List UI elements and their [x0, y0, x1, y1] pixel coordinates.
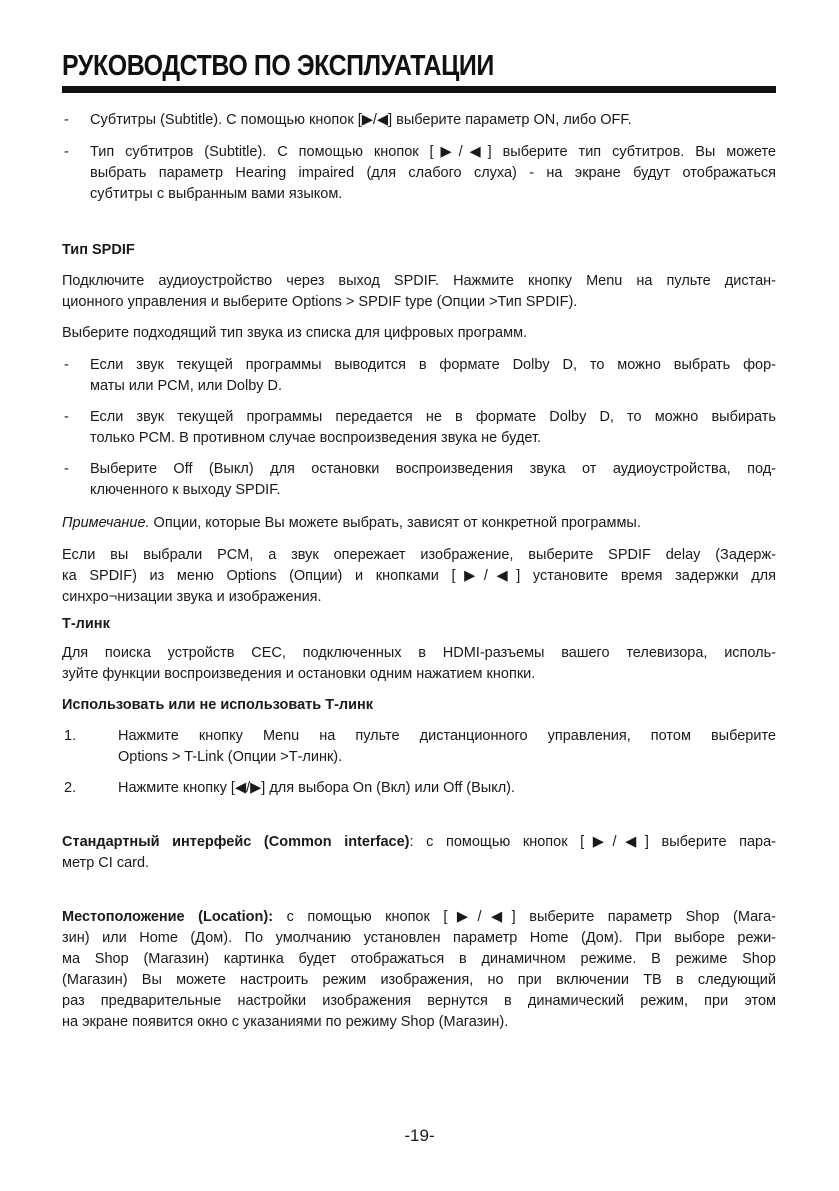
- list-marker: -: [64, 409, 69, 425]
- text-line: ционного управления и выберите Options > SPDIF type (Опции >Тип SPDIF).: [62, 294, 578, 310]
- text-line: субтитры с выбранным вами языком.: [90, 186, 343, 202]
- list-marker: -: [64, 357, 69, 373]
- bullet-item: [64, 407, 776, 449]
- bold-lead: Местоположение (Location):: [62, 909, 274, 925]
- text-line: метр CI card.: [62, 855, 150, 871]
- section-heading: Тип SPDIF: [62, 242, 135, 258]
- paragraph: [62, 323, 776, 344]
- text-line: Субтитры (Subtitle). С помощью кнопок [▶/◀] выберите параметр ON, либо OFF.: [90, 112, 632, 128]
- text-line: [62, 832, 776, 853]
- paragraph: [62, 513, 776, 534]
- text-line: синхро¬низации звука и изображения.: [62, 589, 322, 605]
- bullet-item: [64, 355, 776, 397]
- text-line: зуйте функции воспроизведения и остановки одним нажатием кнопки.: [62, 666, 536, 682]
- text-line: на экране появится окно с указаниями по режиму Shop (Магазин).: [62, 1014, 509, 1030]
- text-line: Если звук текущей программы выводится в формате Dolby D, то можно выбрать фор-: [90, 357, 776, 373]
- paragraph: [62, 271, 776, 313]
- paragraph: [62, 907, 776, 1033]
- section-heading: Т-линк: [62, 616, 110, 632]
- paragraph: [62, 643, 776, 685]
- list-marker: -: [64, 112, 69, 128]
- text-line: зин) или Home (Дом). По умолчанию установлен параметр Home (Дом). При выборе режи-: [62, 930, 776, 946]
- text-line: Если звук текущей программы передается не в формате Dolby D, то можно выбирать: [90, 409, 776, 425]
- bullet-item: [64, 110, 776, 131]
- text-line: Если вы выбрали PCM, а звук опережает изображение, выберите SPDIF delay (Задерж-: [62, 547, 776, 563]
- note-label: Примечание.: [62, 515, 150, 531]
- text-run: : с помощью кнопок [▶/◀] выберите пара-: [409, 834, 777, 850]
- list-marker: -: [64, 144, 69, 160]
- text-line: только PCM. В противном случае воспроизведения звука не будет.: [90, 430, 542, 446]
- paragraph: [62, 545, 776, 608]
- bold-lead: Стандартный интерфейс (Common interface): [62, 834, 410, 850]
- text-line: раз предварительные настройки изображения вернутся в динамический режим, при этом: [62, 993, 776, 1009]
- text-line: (Магазин) Вы можете настроить режим изображения, но при включении ТВ в следующий: [62, 972, 776, 988]
- paragraph: [62, 832, 776, 874]
- text-line: маты или PCM, или Dolby D.: [90, 378, 283, 394]
- text-run: с помощью кнопок [▶/◀] выберите параметр Shop (Мага-: [273, 909, 776, 925]
- header-rule: [62, 86, 776, 93]
- text-line: ма Shop (Магазин) картинка будет отображаться в динамичном режиме. В режиме Shop: [62, 951, 776, 967]
- text-line: Тип субтитров (Subtitle). С помощью кнопок [▶/◀] выберите тип субтитров. Вы можете: [90, 144, 776, 160]
- bullet-item: [64, 142, 776, 205]
- text-line: Подключите аудиоустройство через выход SPDIF. Нажмите кнопку Menu на пульте дистан-: [62, 273, 776, 289]
- numbered-item: [64, 778, 776, 799]
- bullet-item: [64, 459, 776, 501]
- text-line: Выберите подходящий тип звука из списка для цифровых программ.: [62, 325, 528, 341]
- list-marker: 2.: [64, 780, 77, 796]
- page-number: -19-: [404, 1126, 435, 1145]
- text-line: выбрать параметр Hearing impaired (для слабого слуха) - на экране будут отображаться: [90, 165, 776, 181]
- numbered-item: [64, 726, 776, 768]
- list-marker: 1.: [64, 728, 77, 744]
- text-line: ключенного к выходу SPDIF.: [90, 482, 281, 498]
- text-line: Options > T-Link (Опции >Т-линк).: [118, 749, 343, 765]
- text-line: Нажмите кнопку [◀/▶] для выбора On (Вкл) или Off (Выкл).: [118, 780, 516, 796]
- text-line: Нажмите кнопку Menu на пульте дистанционного управления, потом выберите: [118, 728, 776, 744]
- text-line: Для поиска устройств CEC, подключенных в HDMI-разъемы вашего телевизора, исполь-: [62, 645, 776, 661]
- page-title: РУКОВОДСТВО ПО ЭКСПЛУАТАЦИИ: [62, 50, 494, 82]
- section-heading: Использовать или не использовать Т-линк: [62, 697, 374, 713]
- list-marker: -: [64, 461, 69, 477]
- text-run: Опции, которые Вы можете выбрать, зависят от конкретной программы.: [149, 515, 641, 531]
- text-line: ка SPDIF) из меню Options (Опции) и кнопками [▶/◀] установите время задержки для: [62, 568, 776, 584]
- text-line: Выберите Off (Выкл) для остановки воспроизведения звука от аудиоустройства, под-: [90, 461, 776, 477]
- text-line: [62, 513, 776, 534]
- text-line: [62, 907, 776, 928]
